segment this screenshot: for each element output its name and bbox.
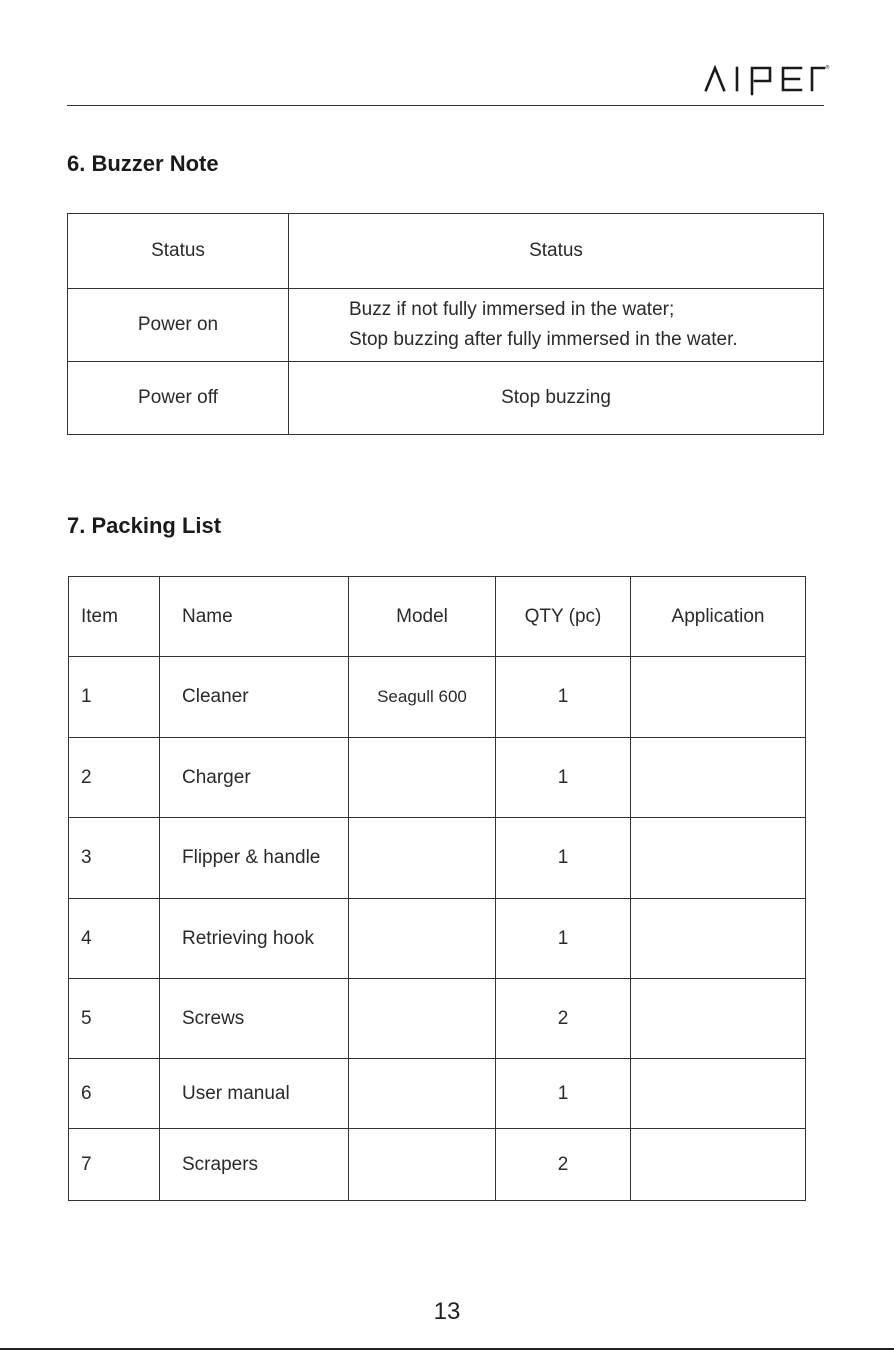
item-number: 4	[69, 899, 160, 979]
item-model	[349, 979, 496, 1059]
header-model: Model	[349, 577, 496, 657]
item-qty: 1	[496, 738, 631, 818]
header-name: Name	[160, 577, 349, 657]
item-name: Cleaner	[160, 657, 349, 738]
item-application	[631, 738, 806, 818]
svg-text:®: ®	[825, 65, 830, 71]
header-qty: QTY (pc)	[496, 577, 631, 657]
table-row	[69, 657, 806, 738]
item-qty: 2	[496, 979, 631, 1059]
item-qty: 1	[496, 1059, 631, 1129]
buzzer-table	[67, 213, 824, 435]
item-application	[631, 899, 806, 979]
aiper-logo	[704, 60, 828, 98]
table-row	[69, 979, 806, 1059]
table-row	[69, 738, 806, 818]
item-qty: 2	[496, 1129, 631, 1201]
item-name: Retrieving hook	[160, 899, 349, 979]
item-model	[349, 899, 496, 979]
packing-section-title: 7. Packing List	[67, 513, 222, 538]
item-application	[631, 657, 806, 738]
item-number: 2	[69, 738, 160, 818]
buzzer-header-description: Status	[289, 214, 824, 289]
item-application	[631, 818, 806, 899]
item-name: Screws	[160, 979, 349, 1059]
buzzer-section-title: 6. Buzzer Note	[67, 151, 219, 176]
item-number: 5	[69, 979, 160, 1059]
header-divider	[67, 105, 824, 106]
item-model	[349, 1129, 496, 1201]
item-qty: 1	[496, 899, 631, 979]
item-number: 1	[69, 657, 160, 738]
buzzer-status-cell: Power off	[68, 362, 289, 435]
header-item: Item	[69, 577, 160, 657]
header-application: Application	[631, 577, 806, 657]
buzzer-status-cell: Power on	[68, 289, 289, 362]
item-number: 7	[69, 1129, 160, 1201]
table-row	[69, 818, 806, 899]
buzzer-description-line: Stop buzzing after fully immersed in the water.	[349, 329, 738, 350]
item-name: Charger	[160, 738, 349, 818]
buzzer-description-cell	[289, 289, 824, 362]
table-row	[69, 899, 806, 979]
buzzer-row	[68, 289, 824, 362]
item-number: 6	[69, 1059, 160, 1129]
item-qty: 1	[496, 818, 631, 899]
packing-table	[68, 576, 806, 1201]
item-name: User manual	[160, 1059, 349, 1129]
item-name: Scrapers	[160, 1129, 349, 1201]
item-name: Flipper & handle	[160, 818, 349, 899]
item-model	[349, 818, 496, 899]
buzzer-row	[68, 362, 824, 435]
buzzer-header-row	[68, 214, 824, 289]
item-model	[349, 1059, 496, 1129]
item-number: 3	[69, 818, 160, 899]
item-application	[631, 979, 806, 1059]
buzzer-header-status: Status	[68, 214, 289, 289]
item-application	[631, 1059, 806, 1129]
buzzer-description-cell: Stop buzzing	[289, 362, 824, 435]
buzzer-description-line: Buzz if not fully immersed in the water;	[349, 299, 675, 320]
page-number: 13	[433, 1298, 461, 1325]
item-application	[631, 1129, 806, 1201]
item-qty: 1	[496, 657, 631, 738]
item-model: Seagull 600	[349, 657, 496, 738]
item-model	[349, 738, 496, 818]
table-row	[69, 1059, 806, 1129]
packing-header-row	[69, 577, 806, 657]
table-row	[69, 1129, 806, 1201]
